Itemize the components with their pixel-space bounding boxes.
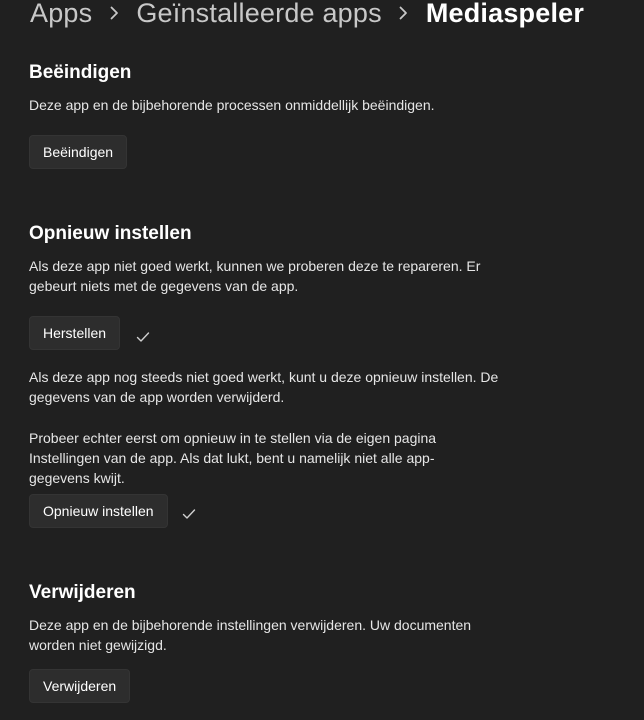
page-title: Mediaspeler — [425, 0, 585, 28]
reset-description-2: Probeer echter eerst om opnieuw in te stellen via de eigen pagina Instellingen van de app. Als dat lukt, bent u namelijk niet alle app-gegevens kwijt. — [29, 430, 437, 486]
uninstall-description: Deze app en de bijbehorende instellingen verwijderen. Uw documenten worden niet gewijzigd. — [29, 617, 472, 653]
breadcrumb-item-installed-apps[interactable]: Geïnstalleerde apps — [136, 0, 382, 28]
breadcrumb-item-apps[interactable]: Apps — [30, 0, 93, 28]
chevron-right-icon — [92, 0, 136, 28]
repair-button[interactable]: Herstellen — [29, 316, 120, 350]
terminate-button[interactable]: Beëindigen — [29, 135, 127, 169]
terminate-title: Beëindigen — [29, 62, 132, 83]
uninstall-button[interactable]: Verwijderen — [29, 669, 130, 703]
chevron-right-icon — [382, 0, 426, 28]
breadcrumb — [30, 0, 584, 35]
terminate-description: Deze app en de bijbehorende processen onmiddellijk beëindigen. — [29, 97, 435, 113]
reset-title: Opnieuw instellen — [29, 223, 192, 244]
uninstall-title: Verwijderen — [29, 582, 136, 603]
reset-description-1: Als deze app nog steeds niet goed werkt, kunt u deze opnieuw instellen. De gegevens van de app worden verwijderd. — [29, 369, 499, 405]
repair-description: Als deze app niet goed werkt, kunnen we proberen deze te repareren. Er gebeurt niets met de gegevens van de app. — [29, 258, 481, 294]
reset-button[interactable]: Opnieuw instellen — [29, 494, 168, 528]
checkmark-icon — [182, 508, 196, 520]
checkmark-icon — [136, 331, 150, 343]
